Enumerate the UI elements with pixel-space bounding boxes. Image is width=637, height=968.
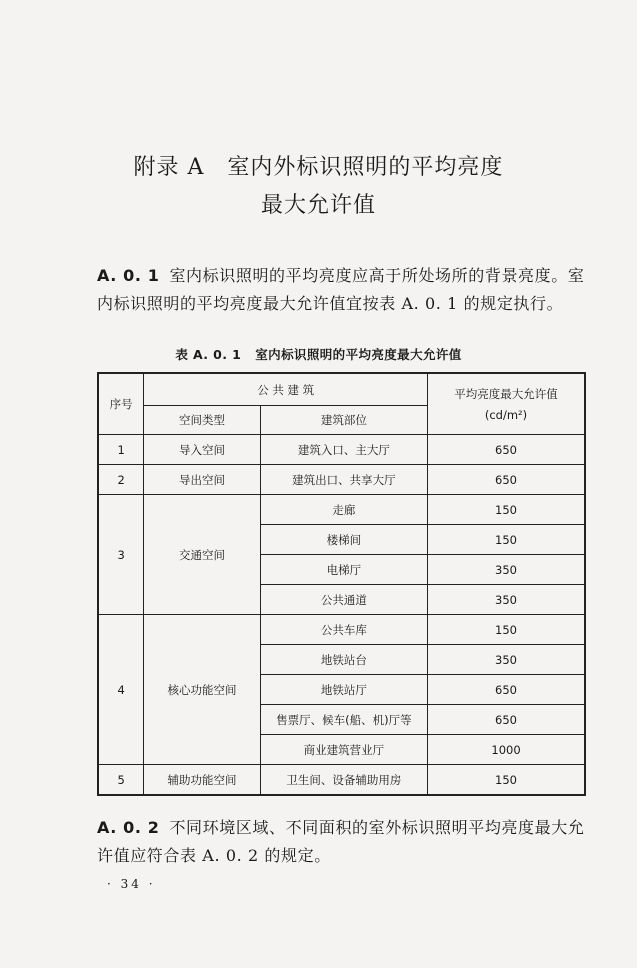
table-row xyxy=(98,495,585,525)
header-max-value xyxy=(428,373,585,435)
cell-space-type: 交通空间 xyxy=(144,495,260,615)
page-number: · 34 · xyxy=(107,877,156,891)
cell-building-part: 卫生间、设备辅助用房 xyxy=(260,765,427,796)
header-max-value-label: 平均亮度最大允许值 xyxy=(454,387,558,401)
cell-building-part: 商业建筑营业厅 xyxy=(260,735,427,765)
cell-space-type: 导入空间 xyxy=(144,435,260,465)
header-space-type: 空间类型 xyxy=(144,406,260,435)
clause-a02 xyxy=(97,814,597,870)
cell-index: 5 xyxy=(98,765,144,796)
header-public-building: 公 共 建 筑 xyxy=(144,373,428,406)
table-row xyxy=(98,765,585,796)
cell-max-luminance: 650 xyxy=(428,675,585,705)
table-caption-title: 室内标识照明的平均亮度最大允许值 xyxy=(255,347,462,362)
table-row xyxy=(98,435,585,465)
clause-a01-number: A. 0. 1 xyxy=(97,266,160,285)
cell-max-luminance: 650 xyxy=(428,465,585,495)
cell-max-luminance: 350 xyxy=(428,555,585,585)
table-caption xyxy=(0,345,637,363)
clause-a02-text: 不同环境区域、不同面积的室外标识照明平均亮度最大允许值应符合表 A. 0. 2 的规定。 xyxy=(97,818,585,865)
cell-max-luminance: 350 xyxy=(428,645,585,675)
cell-building-part: 地铁站厅 xyxy=(260,675,427,705)
cell-building-part: 建筑入口、主大厅 xyxy=(260,435,427,465)
header-unit: (cd/m²) xyxy=(484,408,528,422)
cell-building-part: 走廊 xyxy=(260,495,427,525)
cell-space-type: 辅助功能空间 xyxy=(144,765,260,796)
cell-building-part: 电梯厅 xyxy=(260,555,427,585)
clause-a01 xyxy=(97,262,597,318)
appendix-title-line1: 附录 A 室内外标识照明的平均亮度 xyxy=(133,155,504,180)
cell-building-part: 公共车库 xyxy=(260,615,427,645)
cell-max-luminance: 150 xyxy=(428,525,585,555)
cell-space-type: 导出空间 xyxy=(144,465,260,495)
table-row xyxy=(98,465,585,495)
table-header-row xyxy=(98,373,585,406)
table-caption-number: 表 A. 0. 1 xyxy=(175,347,242,362)
cell-building-part: 售票厅、候车(船、机)厅等 xyxy=(260,705,427,735)
cell-building-part: 公共通道 xyxy=(260,585,427,615)
header-building-part: 建筑部位 xyxy=(260,406,427,435)
cell-max-luminance: 650 xyxy=(428,705,585,735)
cell-max-luminance: 150 xyxy=(428,615,585,645)
cell-max-luminance: 150 xyxy=(428,765,585,796)
clause-a01-text: 室内标识照明的平均亮度应高于所处场所的背景亮度。室内标识照明的平均亮度最大允许值宜按表 A. 0. 1 的规定执行。 xyxy=(97,266,585,313)
cell-index: 1 xyxy=(98,435,144,465)
appendix-title-line2: 最大允许值 xyxy=(260,193,376,218)
cell-space-type: 核心功能空间 xyxy=(144,615,260,765)
cell-max-luminance: 1000 xyxy=(428,735,585,765)
cell-building-part: 楼梯间 xyxy=(260,525,427,555)
cell-index: 4 xyxy=(98,615,144,765)
luminance-table xyxy=(97,372,586,796)
cell-max-luminance: 350 xyxy=(428,585,585,615)
cell-max-luminance: 650 xyxy=(428,435,585,465)
cell-building-part: 地铁站台 xyxy=(260,645,427,675)
cell-building-part: 建筑出口、共享大厅 xyxy=(260,465,427,495)
cell-max-luminance: 150 xyxy=(428,495,585,525)
cell-index: 2 xyxy=(98,465,144,495)
header-index: 序号 xyxy=(98,373,144,435)
table-row xyxy=(98,615,585,645)
clause-a02-number: A. 0. 2 xyxy=(97,818,160,837)
cell-index: 3 xyxy=(98,495,144,615)
